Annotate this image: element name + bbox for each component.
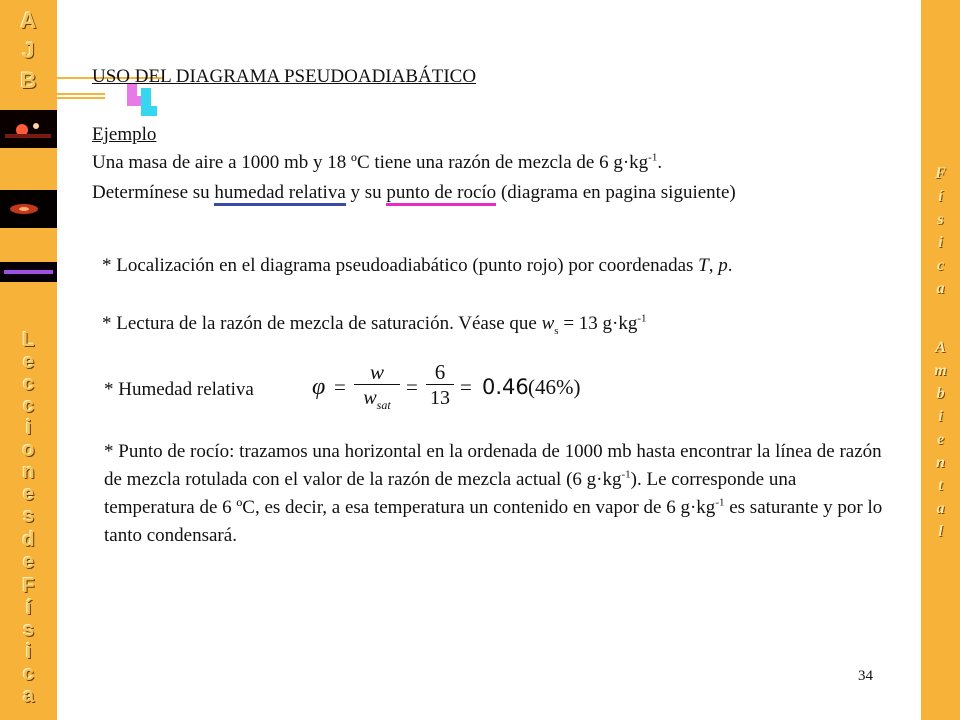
sidebar-vertical-letter: e: [936, 431, 945, 448]
sidebar-vertical-letter: c: [22, 373, 35, 395]
sidebar-vertical-letter: o: [22, 439, 35, 461]
sidebar-vertical-letter: a: [936, 500, 945, 517]
formula-result: 0.46: [482, 375, 529, 399]
formula-phi: φ: [312, 374, 326, 400]
sidebar-vertical-letter: m: [934, 362, 947, 379]
sidebar-vertical-letter: c: [22, 395, 35, 417]
punto-de-rocio-term: punto de rocío: [386, 182, 496, 206]
sidebar-vertical-letter: F: [935, 165, 946, 182]
sidebar-vertical-letter: s: [22, 505, 35, 527]
example-heading: Ejemplo: [92, 124, 157, 145]
sidebar-vertical-letter: e: [22, 351, 35, 373]
thumbnail-image-2: [0, 190, 57, 228]
humedad-relativa-term: humedad relativa: [214, 182, 345, 206]
formula-fraction-1: w $w_{sat}$: [354, 360, 400, 411]
ajb-letter: A: [20, 8, 37, 33]
sidebar-vertical-letter: t: [938, 477, 943, 494]
right-sidebar: [921, 0, 960, 720]
thumbnail-image-3: [0, 262, 57, 282]
sidebar-vertical-letter: í: [938, 188, 943, 205]
formula-fraction-2: 6 13: [426, 360, 454, 411]
sidebar-vertical-letter: A: [935, 339, 946, 356]
sidebar-vertical-letter: í: [25, 597, 32, 619]
formula-eq3: =: [460, 375, 472, 399]
sidebar-vertical-letter: l: [938, 523, 943, 540]
ajb-letter: J: [22, 38, 35, 63]
relative-humidity-formula: [310, 360, 600, 416]
sidebar-vertical-letter: n: [936, 454, 945, 471]
sidebar-vertical-letter: a: [22, 685, 35, 707]
formula-eq1: =: [334, 375, 346, 399]
sidebar-vertical-letter: i: [938, 408, 943, 425]
sidebar-vertical-letter: c: [22, 663, 35, 685]
page-number: 34: [858, 668, 873, 684]
sidebar-vertical-letter: i: [25, 417, 32, 439]
sidebar-vertical-letter: F: [22, 575, 35, 597]
example-statement-line2: Determínese su humedad relativa y su punto de rocío (diagrama en pagina siguiente): [92, 180, 736, 205]
sidebar-vertical-letter: d: [22, 529, 35, 551]
formula-percent: (46%): [528, 375, 581, 399]
sidebar-vertical-letter: c: [936, 257, 945, 274]
sidebar-vertical-letter: e: [22, 483, 35, 505]
sidebar-vertical-letter: b: [936, 385, 945, 402]
thumbnail-image-1: [0, 110, 57, 148]
bullet-humedad-relativa: * Humedad relativa: [104, 379, 254, 400]
formula-eq2: =: [406, 375, 418, 399]
bullet-localizacion: * Localización en el diagrama pseudoadiabático (punto rojo) por coordenadas T, p.: [102, 255, 733, 276]
ajb-letter: B: [20, 68, 37, 93]
sidebar-vertical-letter: s: [22, 619, 35, 641]
sidebar-vertical-letter: n: [22, 461, 35, 483]
slide-title: USO DEL DIAGRAMA PSEUDOADIABÁTICO: [92, 66, 477, 87]
sidebar-vertical-letter: s: [937, 211, 944, 228]
sidebar-vertical-letter: a: [936, 280, 945, 297]
bullet-lectura-saturacion: * Lectura de la razón de mezcla de saturación. Véase que $w_s = 13$ $g\cdot kg^{-1}$: [102, 312, 647, 337]
sidebar-vertical-letter: i: [25, 641, 32, 663]
bullet-punto-rocio: * Punto de rocío: trazamos una horizontal en la ordenada de 1000 mb hasta encontrar la línea de razón de mezcla rotulada con el valor de la razón de mezcla actual (6 $g\cdot kg^{-1}$). Le corresponde una temperatura de 6 ºC, es decir, a esa temperatura un contenido en vapor de 6 $g\cdot kg^{-1}$ es saturante y por lo tanto condensará.: [104, 441, 883, 546]
sidebar-vertical-letter: i: [938, 234, 943, 251]
sidebar-vertical-letter: L: [22, 329, 35, 351]
sidebar-vertical-letter: e: [22, 551, 35, 573]
example-statement-line1: Una masa de aire a 1000 mb y 18 ºC tiene una razón de mezcla de 6 $g\cdot kg^{-1}$.: [92, 151, 663, 173]
